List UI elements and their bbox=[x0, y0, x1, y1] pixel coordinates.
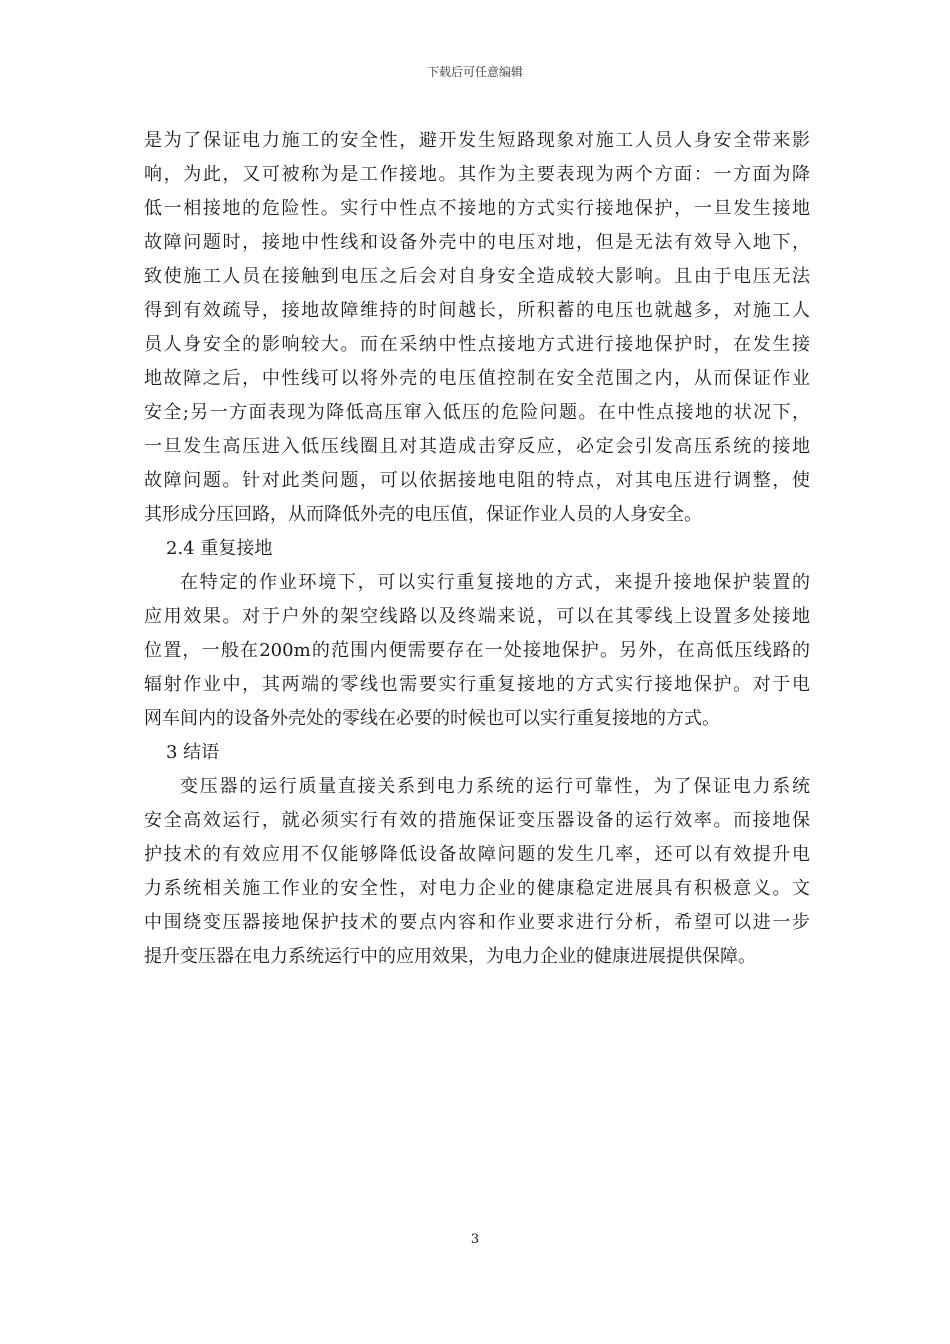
paragraph-line: 故障问题。针对此类问题，可以依据接地电阻的特点，对其电压进行调整，使 bbox=[144, 470, 810, 491]
paragraph-line: 得到有效疏导，接地故障维持的时间越长，所积蓄的电压也就越多，对施工人 bbox=[144, 300, 810, 321]
paragraph-line: 应用效果。对于户外的架空线路以及终端来说，可以在其零线上设置多处接地 bbox=[144, 606, 810, 627]
paragraph-line: 位置，一般在200m的范围内便需要存在一处接地保护。另外，在高低压线路的 bbox=[144, 640, 810, 661]
page-number: 3 bbox=[470, 1232, 480, 1247]
paragraph-line-last: 提升变压器在电力系统运行中的应用效果，为电力企业的健康进展提供保障。 bbox=[144, 946, 756, 967]
paragraph-line: 辐射作业中，其两端的零线也需要实行重复接地的方式实行接地保护。对于电 bbox=[144, 674, 810, 695]
paragraph-line-last: 其形成分压回路，从而降低外壳的电压值，保证作业人员的人身安全。 bbox=[144, 504, 702, 525]
section-heading: 3 结语 bbox=[166, 742, 220, 763]
paragraph-line: 中围绕变压器接地保护技术的要点内容和作业要求进行分析，希望可以进一步 bbox=[144, 912, 810, 933]
page-header: 下载后可任意编辑 bbox=[426, 65, 523, 79]
paragraph-line: 护技术的有效应用不仅能够降低设备故障问题的发生几率，还可以有效提升电 bbox=[144, 844, 810, 865]
paragraph-line: 故障问题时，接地中性线和设备外壳中的电压对地，但是无法有效导入地下， bbox=[144, 232, 810, 253]
paragraph-line: 员人身安全的影响较大。而在采纳中性点接地方式进行接地保护时，在发生接 bbox=[144, 334, 810, 355]
paragraph-line: 是为了保证电力施工的安全性，避开发生短路现象对施工人员人身安全带来影 bbox=[144, 130, 810, 151]
paragraph-line: 地故障之后，中性线可以将外壳的电压值控制在安全范围之内，从而保证作业 bbox=[144, 368, 810, 389]
paragraph-line-last: 网车间内的设备外壳处的零线在必要的时候也可以实行重复接地的方式。 bbox=[144, 708, 720, 729]
paragraph-line: 安全高效运行，就必须实行有效的措施保证变压器设备的运行效率。而接地保 bbox=[144, 810, 810, 831]
paragraph-line: 一旦发生高压进入低压线圈且对其造成击穿反应，必定会引发高压系统的接地 bbox=[144, 436, 810, 457]
paragraph-first-line: 在特定的作业环境下，可以实行重复接地的方式，来提升接地保护装置的 bbox=[180, 572, 810, 593]
paragraph-line: 低一相接地的危险性。实行中性点不接地的方式实行接地保护，一旦发生接地 bbox=[144, 198, 810, 219]
paragraph-line: 力系统相关施工作业的安全性，对电力企业的健康稳定进展具有积极意义。文 bbox=[144, 878, 810, 899]
paragraph-line: 致使施工人员在接触到电压之后会对自身安全造成较大影响。且由于电压无法 bbox=[144, 266, 810, 287]
paragraph-line: 安全;另一方面表现为降低高压窜入低压的危险问题。在中性点接地的状况下， bbox=[144, 402, 810, 423]
paragraph-first-line: 变压器的运行质量直接关系到电力系统的运行可靠性，为了保证电力系统 bbox=[180, 776, 810, 797]
section-heading: 2.4 重复接地 bbox=[166, 538, 273, 559]
document-body bbox=[144, 124, 810, 974]
paragraph-line: 响，为此，又可被称为是工作接地。其作为主要表现为两个方面：一方面为降 bbox=[144, 164, 810, 185]
